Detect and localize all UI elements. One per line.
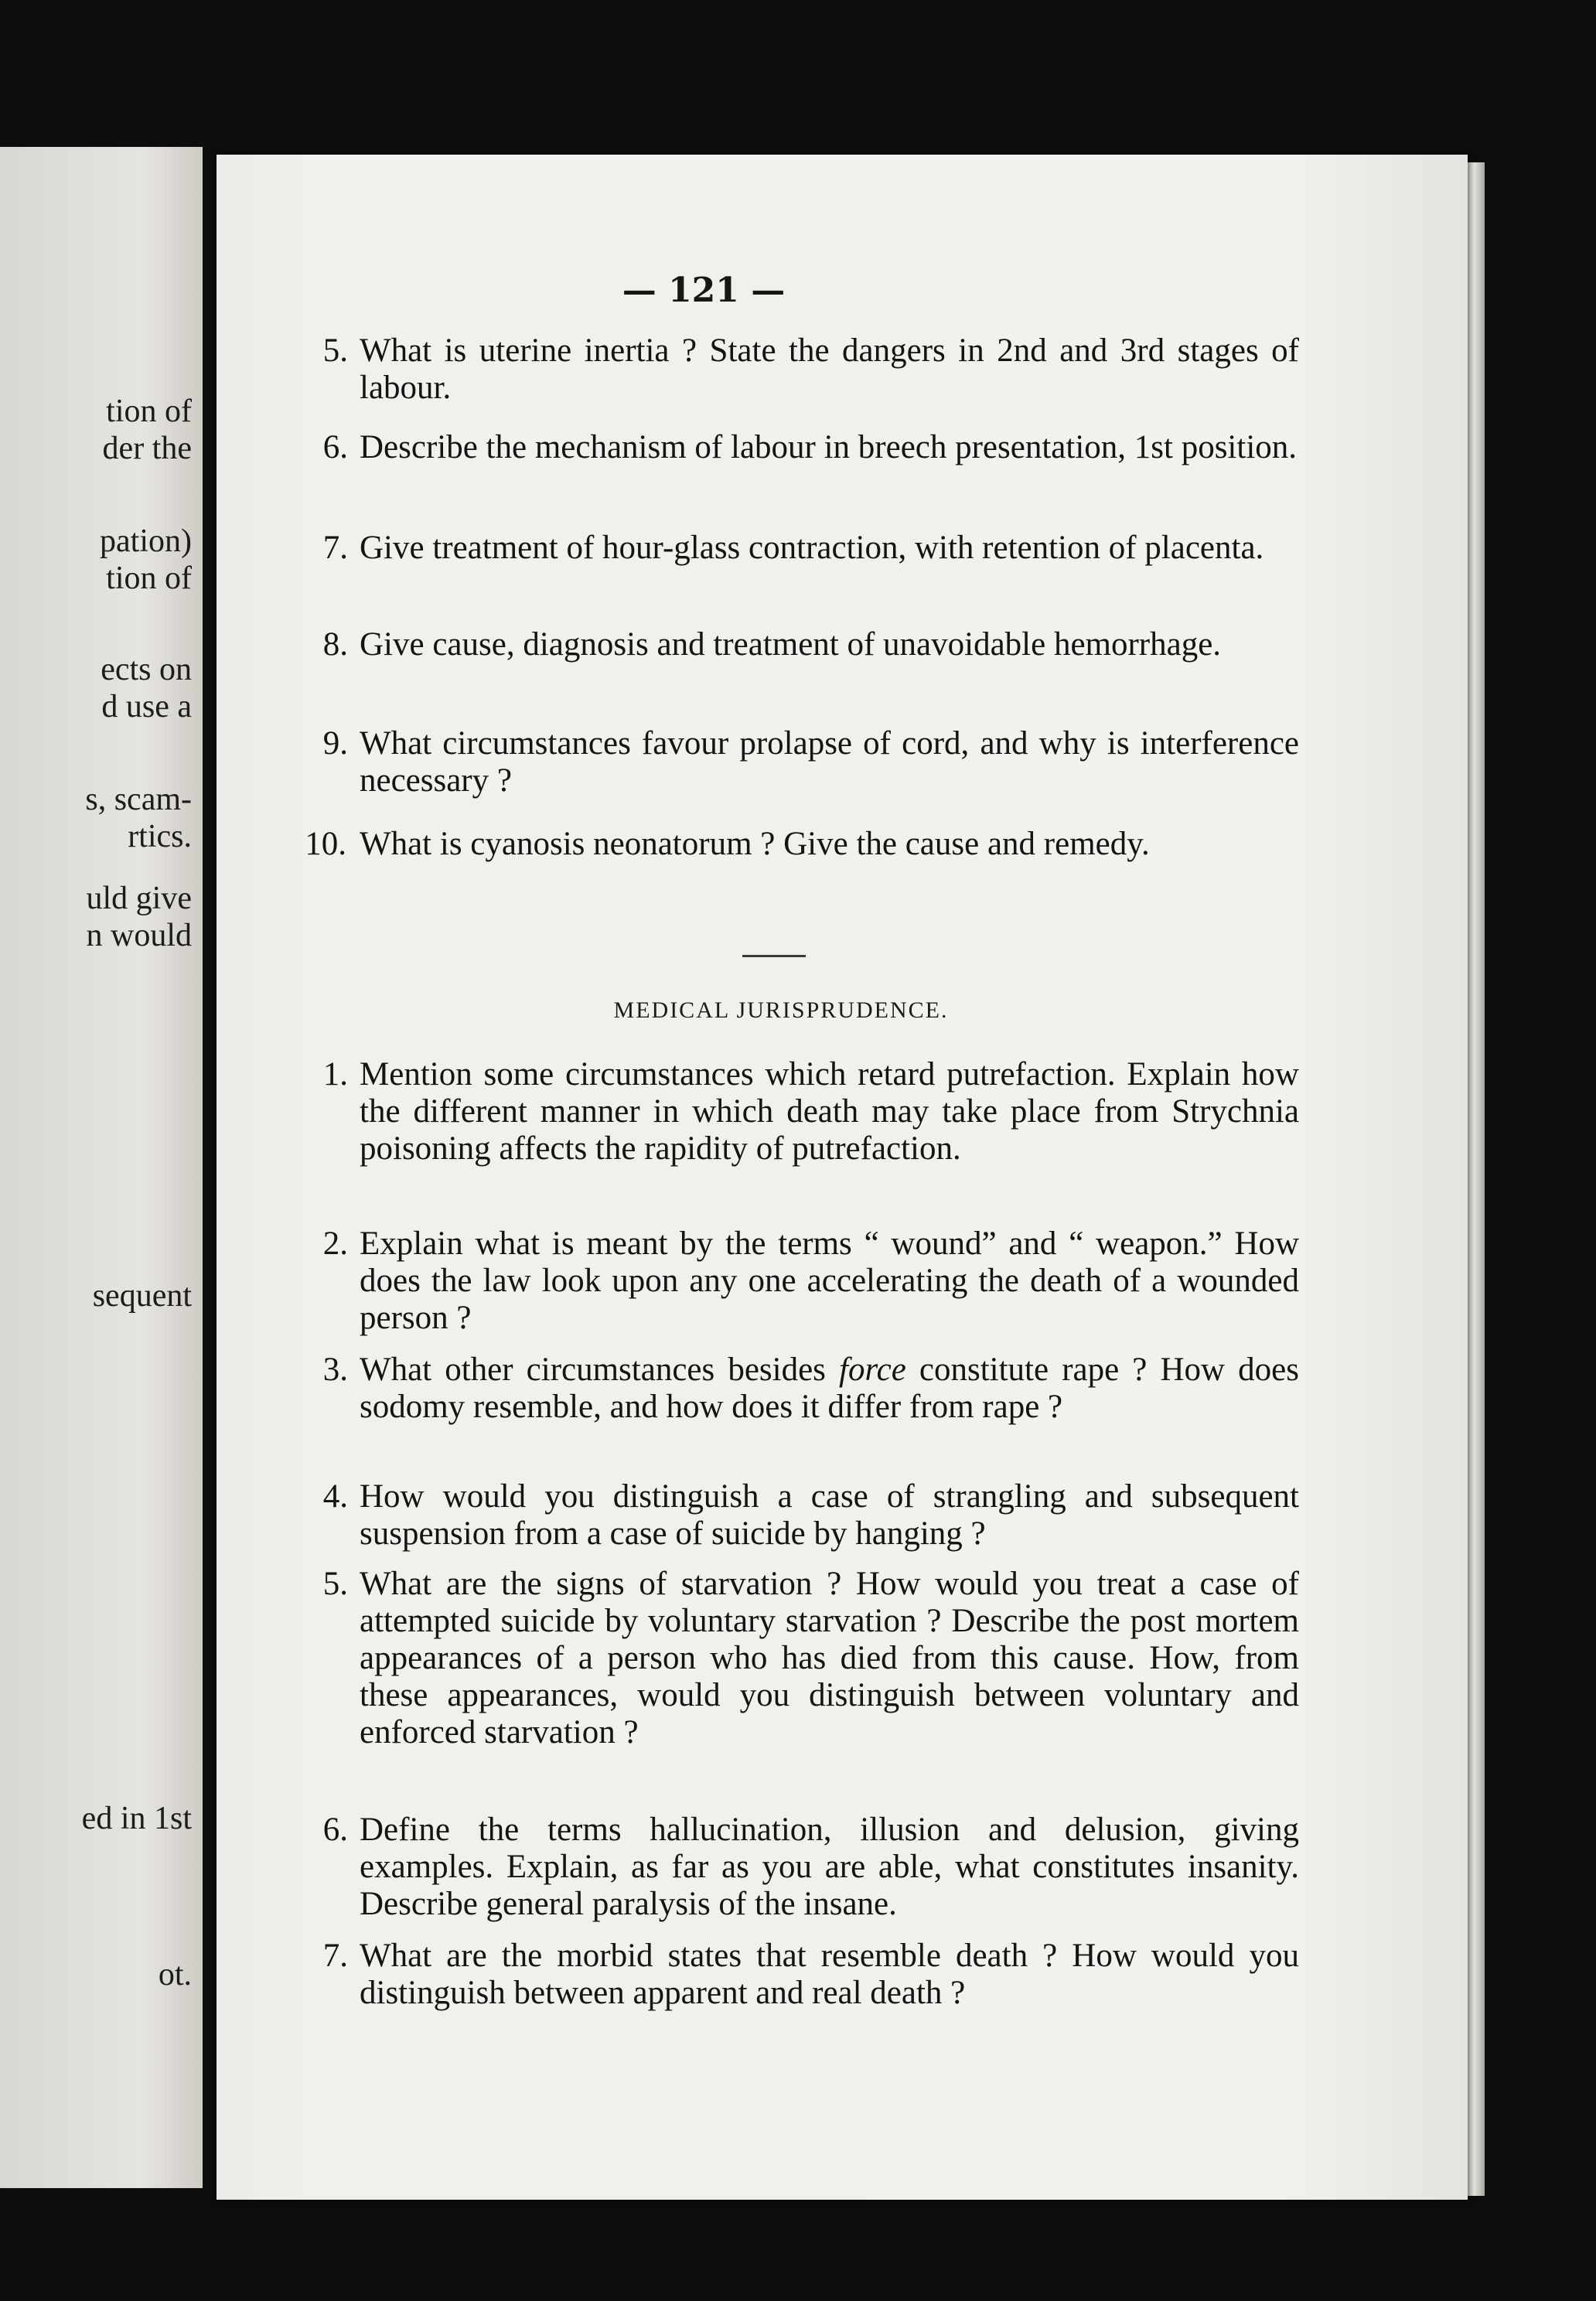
question-text bbox=[360, 1352, 1299, 1426]
question-item bbox=[302, 1478, 1299, 1553]
facing-page-fragment: s, scam- bbox=[85, 782, 192, 817]
question-text-part: What other circumstances besides bbox=[360, 1352, 840, 1388]
page-number: — 121 — bbox=[622, 271, 786, 310]
question-item bbox=[302, 725, 1299, 799]
question-text-part: constitute rape ? How does sodomy resemble, and how does it differ from rape ? bbox=[360, 1352, 1300, 1425]
section-heading: MEDICAL JURISPRUDENCE. bbox=[613, 997, 949, 1023]
question-item bbox=[302, 1566, 1299, 1751]
facing-page-fragment: uld give bbox=[86, 881, 192, 916]
question-number: 1. bbox=[322, 1056, 348, 1093]
facing-page-fragment: ed in 1st bbox=[81, 1801, 192, 1836]
question-number: 5. bbox=[322, 332, 348, 369]
question-number: 7. bbox=[322, 1938, 348, 1974]
question-item bbox=[302, 626, 1299, 663]
facing-page-fragment: tion of bbox=[106, 561, 192, 596]
question-text: What circumstances favour prolapse of cord, and why is interference necessary ? bbox=[360, 725, 1299, 799]
question-number: 10. bbox=[305, 826, 346, 862]
facing-page-fragment: rtics. bbox=[128, 819, 192, 854]
question-item bbox=[302, 1056, 1299, 1168]
question-number: 9. bbox=[322, 725, 348, 762]
question-number: 5. bbox=[322, 1566, 348, 1602]
question-number: 3. bbox=[322, 1352, 348, 1388]
question-text-emphasis: force bbox=[839, 1352, 906, 1388]
book-page bbox=[217, 155, 1468, 2200]
facing-page-fragment: pation) bbox=[100, 523, 192, 559]
facing-page-fragment: sequent bbox=[92, 1278, 192, 1314]
question-text: How would you distinguish a case of strangling and subsequent suspension from a case of suicide by hanging ? bbox=[360, 1478, 1299, 1552]
question-text: Explain what is meant by the terms “ wound” and “ weapon.” How does the law look upon any one accelerating the death of a wounded person ? bbox=[360, 1225, 1299, 1336]
facing-page-fragment: ot. bbox=[158, 1957, 192, 1992]
question-text: What are the signs of starvation ? How would you treat a case of attempted suicide by voluntary starvation ? Describe the post mortem appearances of a person who has died from this cause. How, from these appearances, would you distinguish between voluntary and enforced starvation ? bbox=[360, 1566, 1299, 1750]
page-edge bbox=[1468, 162, 1485, 2196]
question-number: 6. bbox=[322, 1812, 348, 1848]
question-item bbox=[302, 1938, 1299, 2012]
question-text: What are the morbid states that resemble death ? How would you distinguish between apparent and real death ? bbox=[360, 1938, 1299, 2011]
question-item bbox=[302, 429, 1299, 466]
question-text: What is uterine inertia ? State the dangers in 2nd and 3rd stages of labour. bbox=[360, 332, 1299, 406]
facing-page-fragment: d use a bbox=[101, 689, 192, 724]
question-text: Mention some circumstances which retard putrefaction. Explain how the different manner in which death may take place from Strychnia poisoning affects the rapidity of putrefaction. bbox=[360, 1056, 1299, 1167]
question-item bbox=[302, 530, 1299, 567]
question-item bbox=[302, 1225, 1299, 1337]
facing-page-fragment: ects on bbox=[101, 652, 192, 687]
question-number: 7. bbox=[322, 530, 348, 566]
facing-page-fragment: n would bbox=[86, 918, 192, 953]
question-item bbox=[302, 332, 1299, 407]
facing-page bbox=[0, 147, 203, 2188]
question-text: Define the terms hallucination, illusion and delusion, giving examples. Explain, as far as you are able, what constitutes insanity. Describe general paralysis of the insane. bbox=[360, 1812, 1299, 1922]
question-number: 4. bbox=[322, 1478, 348, 1515]
question-number: 8. bbox=[322, 626, 348, 663]
facing-page-fragment: der the bbox=[102, 431, 192, 466]
question-item bbox=[302, 1812, 1299, 1923]
question-text: What is cyanosis neonatorum ? Give the cause and remedy. bbox=[360, 826, 1150, 862]
question-number: 6. bbox=[322, 429, 348, 465]
question-text: Give treatment of hour-glass contraction, with retention of placenta. bbox=[360, 530, 1264, 566]
question-number: 2. bbox=[322, 1225, 348, 1262]
question-text: Give cause, diagnosis and treatment of unavoidable hemorrhage. bbox=[360, 626, 1222, 663]
facing-page-fragment: tion of bbox=[106, 394, 192, 429]
section-divider bbox=[742, 955, 806, 957]
question-text: Describe the mechanism of labour in breech presentation, 1st position. bbox=[360, 429, 1298, 465]
question-item bbox=[302, 826, 1299, 863]
question-item bbox=[302, 1352, 1299, 1426]
